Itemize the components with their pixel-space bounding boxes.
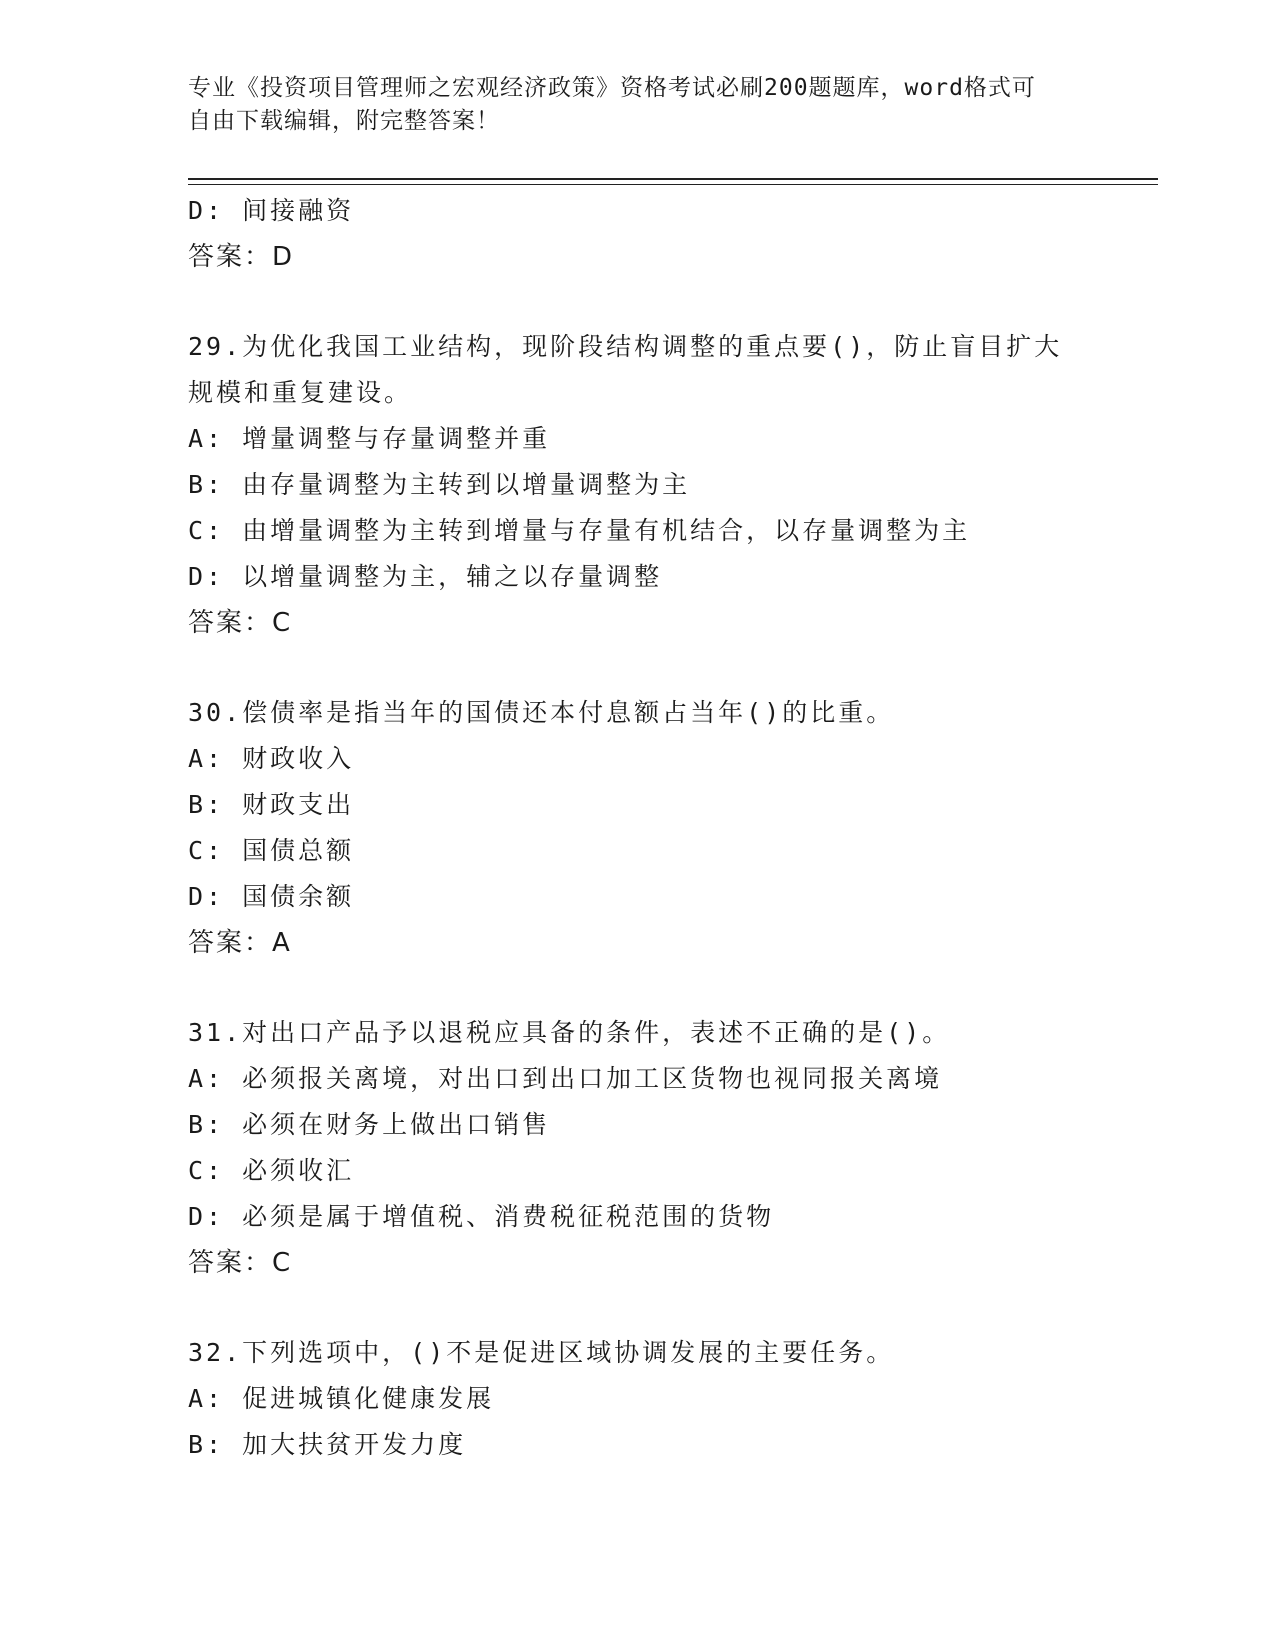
option-c: C: 由增量调整为主转到增量与存量有机结合，以存量调整为主 (188, 516, 971, 545)
header-line-1: 专业《投资项目管理师之宏观经济政策》资格考试必刷200题题库，word格式可 (188, 75, 1036, 101)
header-line-2: 自由下载编辑，附完整答案！ (188, 108, 500, 134)
question-stem: 30.偿债率是指当年的国债还本付息额占当年()的比重。 (188, 698, 895, 727)
option-b: B: 加大扶贫开发力度 (188, 1430, 467, 1459)
option-c: C: 必须收汇 (188, 1156, 355, 1185)
header-rule-thick (188, 178, 1158, 180)
question-stem-continued: 规模和重复建设。 (188, 378, 413, 407)
question-28-tail (188, 188, 1088, 280)
page-header (188, 72, 1068, 138)
answer: 答案：C (188, 1248, 293, 1278)
option-b: B: 财政支出 (188, 790, 355, 819)
option-d: D: 间接融资 (188, 196, 355, 225)
option-a: A: 财政收入 (188, 744, 355, 773)
question-29 (188, 324, 1088, 646)
question-stem: 29.为优化我国工业结构，现阶段结构调整的重点要()，防止盲目扩大 (188, 332, 1063, 361)
option-c: C: 国债总额 (188, 836, 355, 865)
question-list (188, 188, 1088, 1468)
option-d: D: 国债余额 (188, 882, 355, 911)
option-b: B: 由存量调整为主转到以增量调整为主 (188, 470, 691, 499)
answer: 答案：A (188, 928, 292, 958)
option-a: A: 必须报关离境，对出口到出口加工区货物也视同报关离境 (188, 1064, 943, 1093)
option-a: A: 增量调整与存量调整并重 (188, 424, 551, 453)
header-rule-thin (188, 184, 1158, 185)
option-a: A: 促进城镇化健康发展 (188, 1384, 495, 1413)
answer: 答案：D (188, 242, 295, 272)
option-b: B: 必须在财务上做出口销售 (188, 1110, 551, 1139)
answer: 答案：C (188, 608, 293, 638)
question-30 (188, 690, 1088, 966)
question-31 (188, 1010, 1088, 1286)
option-d: D: 以增量调整为主，辅之以存量调整 (188, 562, 663, 591)
question-stem: 31.对出口产品予以退税应具备的条件，表述不正确的是()。 (188, 1018, 951, 1047)
question-stem: 32.下列选项中，()不是促进区域协调发展的主要任务。 (188, 1338, 895, 1367)
option-d: D: 必须是属于增值税、消费税征税范围的货物 (188, 1202, 775, 1231)
question-32 (188, 1330, 1088, 1468)
